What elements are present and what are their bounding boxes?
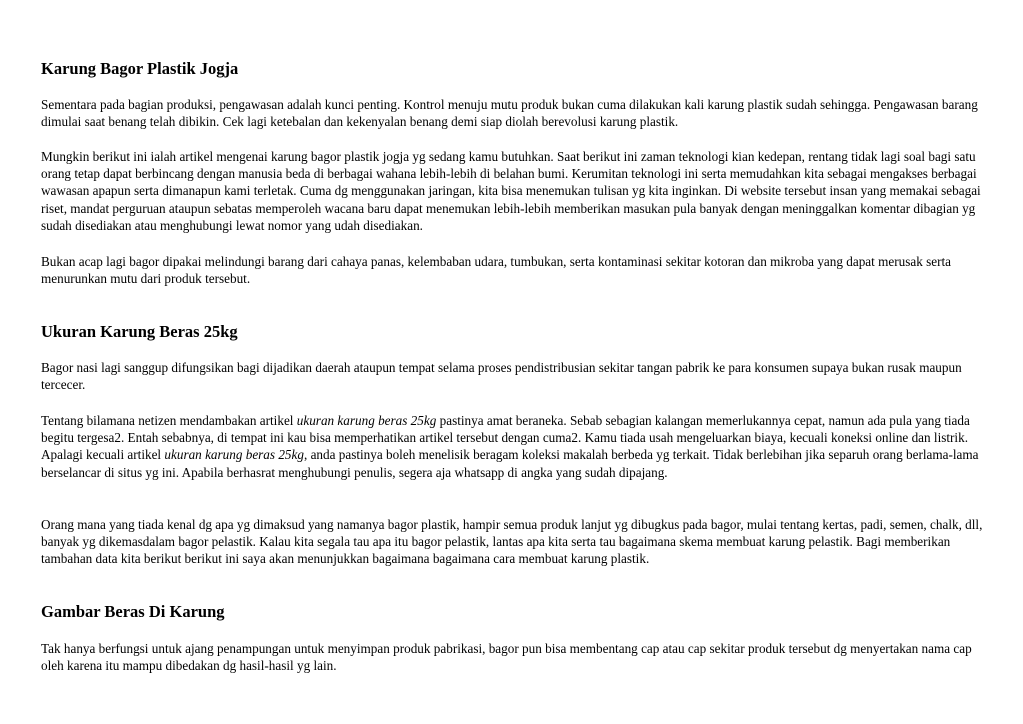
section-heading-karung-bagor: Karung Bagor Plastik Jogja: [41, 59, 239, 78]
paragraph: Orang mana yang tiada kenal dg apa yg dimaksud yang namanya bagor plastik, hampir semua produk lanjut yg dibugkus pada bagor, mulai tentang kertas, padi, semen, chalk, dll, banyak yg dikemasdalam bagor pelastik. Kalau kita segala tau apa itu bagor pelastik, lantas apa kita serta tau bagaimana skema membuat karung pelastik. Bagi memberikan tambahan data kita berikut berikut ini saya akan menunjukkan bagaimana bagaimana cara membuat karung plastik.: [41, 517, 983, 567]
section-heading-ukuran-karung: Ukuran Karung Beras 25kg: [41, 322, 238, 341]
paragraph-text: Tentang bilamana netizen mendambakan artikel: [41, 413, 297, 428]
paragraph-text: pastinya amat beraneka. Sebab sebagian kalangan memerlukannya cepat, namun ada pula yang tiada begitu tergesa2. Entah sebabnya, di tempat ini kau bisa memperhatikan artikel tersebut dengan cuma2. Kamu tiada usah mengeluarkan biaya, kecuali koneksi online dan listrik. Apalagi kecuali artikel: [41, 413, 970, 463]
paragraph-text: , anda pastinya boleh menelisik beragam koleksi makalah berbeda yg terkait. Tidak berlebihan jika separuh orang berlama-lama berselancar di situs yg ini. Apabila berhasrat menghubungi penulis, segera aja whatsapp di angka yang sudah dipajang.: [41, 447, 979, 480]
paragraph: [41, 412, 986, 481]
paragraph: Mungkin berikut ini ialah artikel mengenai karung bagor plastik jogja yg sedang kamu butuhkan. Saat berikut ini zaman teknologi kian kedepan, rentang tidak lagi soal bagi satu orang tetap dapat berbincang dengan manusia beda di berbagai wahana lebih-lebih di belahan bumi. Kerumitan teknologi ini serta memudahkan kita sebagai mengakses berbagai wawasan apapun serta dimanapun kami terletak. Cuma dg menggunakan jaringan, kita bisa menemukan tulisan yg kita inginkan. Di website tersebut insan yang memakai sebagai riset, mandat perguruan ataupun sebatas memperoleh wacana baru dapat menemukan lebih-lebih memberikan masukan pula banyak dengan meninggalkan komentar dibagian yg sudah disediakan atau menghubungi lewat nomor yang udah disediakan.: [41, 149, 981, 233]
paragraph: Sementara pada bagian produksi, pengawasan adalah kunci penting. Kontrol menuju mutu produk bukan cuma dilakukan kali karung plastik sudah sehingga. Pengawasan barang dimulai saat benang telah dibikin. Cek lagi ketebalan dan kekenyalan benang demi siap diolah berevolusi karung plastik.: [41, 97, 978, 130]
paragraph: Bukan acap lagi bagor dipakai melindungi barang dari cahaya panas, kelembaban udara, tumbukan, serta kontaminasi sekitar kotoran dan mikroba yang dapat merusak serta menurunkan mutu dari produk tersebut.: [41, 254, 951, 287]
paragraph: Tak hanya berfungsi untuk ajang penampungan untuk menyimpan produk pabrikasi, bagor pun bisa membentang cap atau cap sekitar produk tersebut dg menyertakan nama cap oleh karena itu mampu dibedakan dg hasil-hasil yg lain.: [41, 641, 972, 674]
paragraph: Bagor nasi lagi sanggup difungsikan bagi dijadikan daerah ataupun tempat selama proses pendistribusian sekitar tangan pabrik ke para konsumen supaya bukan rusak maupun tercecer.: [41, 360, 962, 393]
section-heading-gambar-beras: Gambar Beras Di Karung: [41, 602, 225, 621]
emphasis-keyword: ukuran karung beras 25kg: [164, 447, 304, 463]
emphasis-keyword: ukuran karung beras 25kg: [296, 413, 437, 428]
